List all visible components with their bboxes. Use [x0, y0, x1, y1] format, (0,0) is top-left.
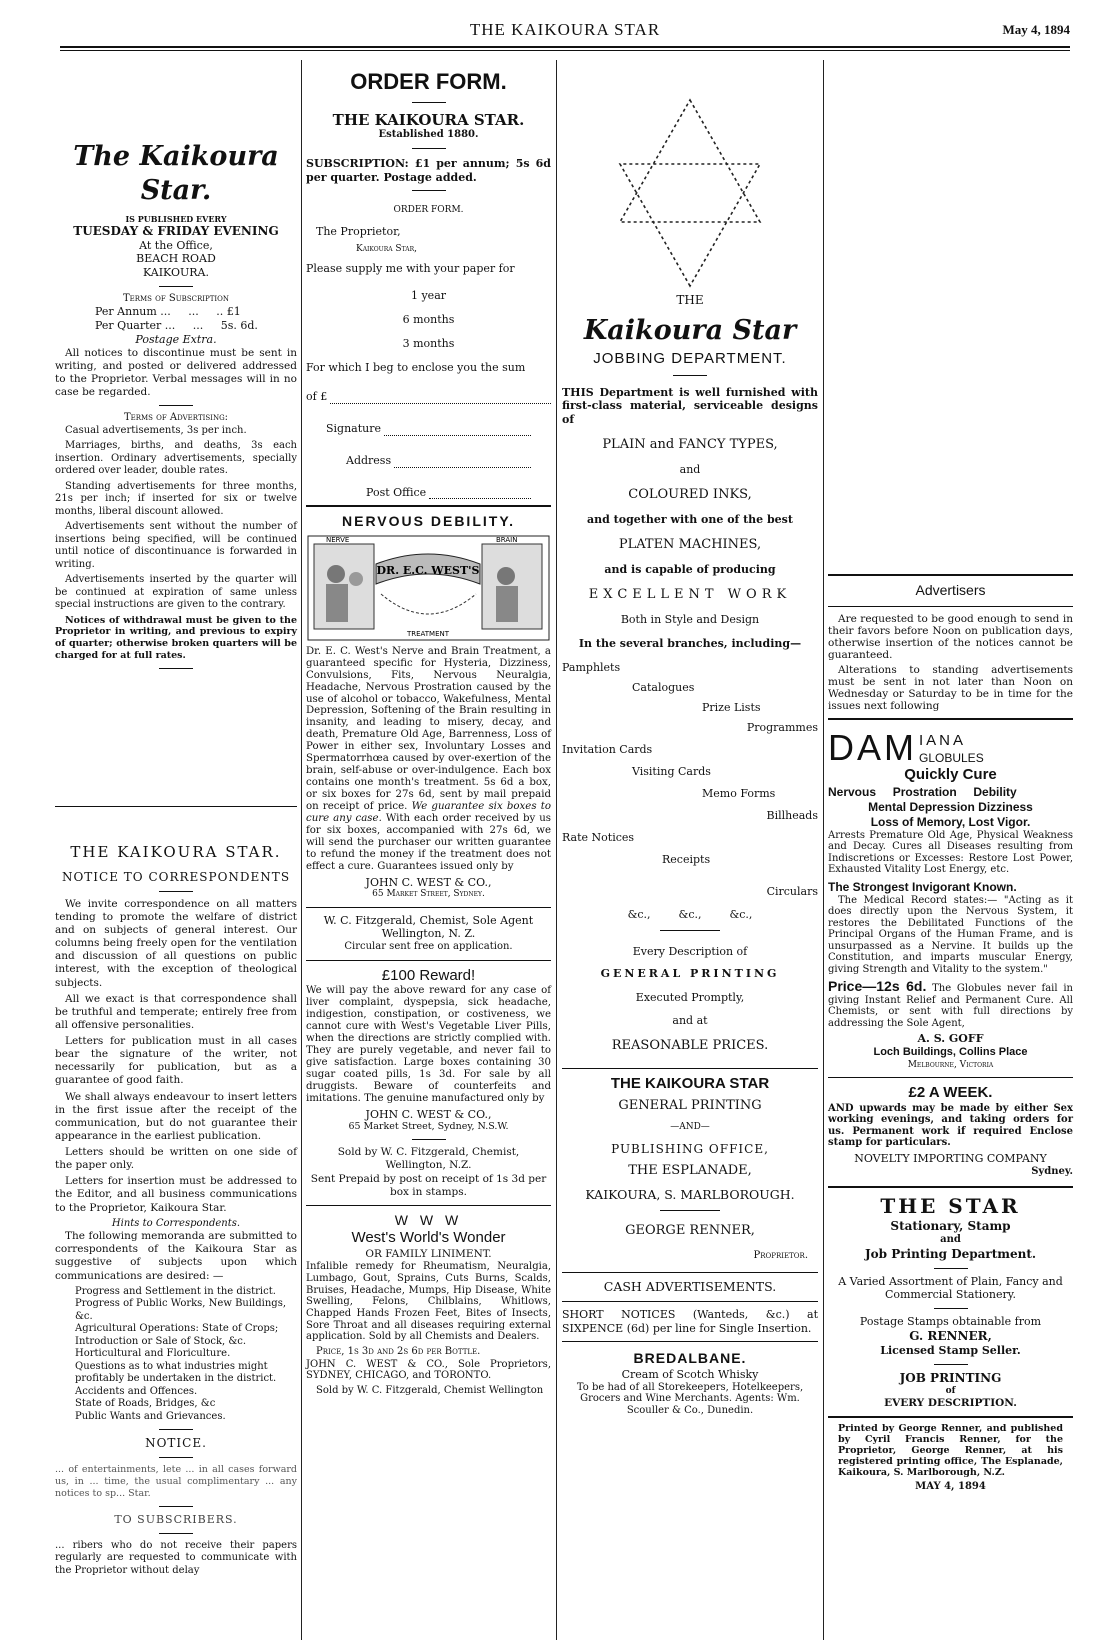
ad-banner-text: DR. E.C. WEST'S [376, 563, 480, 577]
stationary: Stationary, Stamp [890, 1219, 1011, 1233]
adv-term-2: Marriages, births, and deaths, 3s each insertion. Ordinary advertisements, specially ordered over leader, double rates. [55, 440, 297, 476]
job-of: of [945, 1385, 956, 1396]
hints-heading: Hints to Correspondents. [111, 1217, 241, 1229]
pub-line-2: TUESDAY & FRIDAY EVENING [73, 223, 279, 238]
reward-name: JOHN C. WEST & CO., [365, 1107, 492, 1121]
corr-para-4: We shall always endeavour to insert letters in the first issue after the receipt of the communication, but do not guarantee their appearance in the earliest publication. [55, 1090, 297, 1142]
column-3 [562, 58, 818, 1419]
esplanade: THE ESPLANADE, [628, 1162, 752, 1178]
masthead-rule [60, 46, 1070, 48]
excellent-work: EXCELLENT WORK [588, 586, 792, 602]
whisky-text: To be had of all Storekeepers, Hotelkeepers, Grocers and Wine Merchants. Agents: Wm. Scouller & Co., Dunedin. [576, 1381, 804, 1416]
corr-para-1: We invite correspondence on all matters tending to promote the welfare of district and on subjects of general interest. Our columns being freely open for the ventilation and discussion of all questions on public interest, with the exception of theological subjects. [55, 897, 297, 989]
wonder-subheading: OR FAMILY LINIMENT. [365, 1248, 492, 1261]
list-item: Accidents and Offences. [75, 1385, 198, 1397]
order-form-label: ORDER FORM. [393, 205, 464, 216]
ad-right-tag: BRAIN [496, 535, 518, 544]
adv-term-4: Advertisements sent without the number of insertions being specified, will be continued until notice of discontinuance is forwarded in writing. [55, 521, 297, 570]
corr-para-6: Letters for insertion must be addressed to the Editor, and all business communications to the Proprietor, Kaikoura Star. [55, 1175, 297, 1214]
jobbing-heading: JOBBING DEPARTMENT. [593, 349, 787, 367]
g-renner: G. RENNER, [909, 1328, 992, 1343]
list-item: Programmes [746, 720, 818, 734]
pub-line-5: KAIKOURA. [143, 266, 209, 279]
suggestion-list [55, 1286, 297, 1424]
price-text: The Globules never fail in giving Instant Relief and Permanent Cure. All Chemists, or sent with full directions by addressing the Sole Agent, [828, 983, 1073, 1029]
www-heading: W W W [394, 1211, 463, 1228]
per-quarter: Per Quarter ... ... 5s. 6d. [95, 319, 258, 332]
west-treatment-text: Dr. E. C. West's Nerve and Brain Treatment, a guaranteed specific for Hysteria, Dizziness, Convulsions, Fits, Nervous Neuralgia, Headache, Nervous Prostration caused by the use of alcohol or tobacco, Wakefulness, Mental Depression, Softening of the Brain resulting in insanity, and leading to misery, decay, and death, Premature Old Age, Barrenness, Loss of Power in either sex, Involuntary Losses and Spermatorrhœa caused by over-exertion of the brain, self-abuse or over-indulgence. Each box contains one month's treatment. 5s 6d a box, or six boxes for 27s 6d, sent by mail prepaid on receipt of price. We guarantee six boxes to cure any case. With each order received by us for six boxes, accompanied with 27s 6d, we will send the purchaser our written guarantee to refund the money if the treatment does not effect a cure. Guarantees issued only by [306, 645, 552, 872]
star-heading: THE KAIKOURA STAR. [70, 843, 282, 861]
and-2: —AND— [670, 1122, 710, 1133]
list-item: Progress of Public Works, New Buildings, &c. [75, 1298, 287, 1322]
job-printing: JOB PRINTING [899, 1370, 1002, 1385]
etc: &c., &c., &c., [627, 908, 753, 922]
licensed: Licensed Stamp Seller. [880, 1343, 1021, 1357]
executed-promptly: Executed Promptly, [635, 990, 745, 1004]
style-design: Both in Style and Design [620, 613, 760, 626]
general-printing: GENERAL PRINTING [600, 966, 780, 980]
imprint: Printed by George Renner, and published by Cyril Francis Renner, for the Proprietor, George Renner, at his registered printing office, The Esplanade, Kaikoura, S. Marlborough, N.Z. [838, 1422, 1063, 1478]
bredalbane-heading: BREDALBANE. [633, 1350, 747, 1367]
pub-line-4: BEACH ROAD [136, 252, 216, 266]
together: and together with one of the best [587, 513, 793, 526]
corr-para-5: Letters should be written on one side of the paper only. [55, 1146, 297, 1172]
masthead-date: May 4, 1894 [1002, 22, 1070, 37]
reasonable-prices: REASONABLE PRICES. [611, 1038, 769, 1053]
column-2 [306, 58, 551, 1397]
publishing-office: PUBLISHING OFFICE, [611, 1141, 769, 1156]
fitzgerald-agent: W. C. Fitzgerald, Chemist, Sole Agent Wellington, N. Z. [323, 913, 534, 941]
masthead [60, 20, 1070, 44]
subscription-notice: SUBSCRIPTION: £1 per annum; 5s 6d per quarter. Postage added. [306, 156, 551, 184]
west-address: 65 Market Street, Sydney. [372, 889, 485, 900]
column-4 [828, 58, 1073, 1494]
the-label: THE [676, 293, 704, 307]
option-6-months: 6 months [402, 313, 455, 326]
strongest-invigorant: The Strongest Invigorant Known. [828, 879, 1017, 894]
wonder-price: Price, 1s 3d and 2s 6d per Bottle. [316, 1346, 481, 1357]
list-item: Billheads [766, 808, 818, 822]
of-label: of £ [306, 390, 328, 404]
general-printing-2: GENERAL PRINTING [618, 1098, 762, 1113]
list-item: Catalogues [632, 680, 695, 694]
nervous-debility-heading: NERVOUS DEBILITY. [342, 513, 515, 530]
sent-prepaid: Sent Prepaid by post on receipt of 1s 3d per box in stamps. [310, 1172, 547, 1198]
globules: GLOBULES [919, 751, 984, 765]
corr-para-2: All we exact is that correspondence shall be truthful and temperate; entirely free from all offensive personalities. [55, 992, 297, 1031]
option-1-year: 1 year [410, 289, 447, 303]
wonder-sold: Sold by W. C. Fitzgerald, Chemist Wellington [316, 1384, 544, 1396]
list-item: Questions as to what industries might profitably be undertaken in the district. [75, 1360, 277, 1385]
sold-by: Sold by W. C. Fitzgerald, Chemist, Wellington, N.Z. [337, 1146, 520, 1172]
west-name: JOHN C. WEST & CO., [365, 875, 492, 889]
corr-para-7: The following memoranda are submitted to correspondents of the Kaikoura Star as suggestive of subjects upon which communications are desired: — [55, 1230, 297, 1282]
damiana-part-1: DAM [828, 727, 917, 768]
short-notices: SHORT NOTICES (Wanteds, &c.) at SIXPENCE (6d) per line for Single Insertion. [562, 1307, 818, 1335]
medical-record-text: The Medical Record states:— "Acting as it does directly upon the Nervous System, it restores the Debilitated Functions of the Principal Organs of the Human Frame, and is unsurpassed as a Nervine. It builds up the Constitution, and imparts muscular Energy, giving Strength and Vitality to the system." [828, 894, 1073, 975]
address-field[interactable] [306, 454, 551, 468]
list-item: Circulars [766, 884, 818, 898]
subscribers-text: ... ribers who do not receive their papers regularly are requested to communicate with the Proprietor without delay [55, 1539, 297, 1576]
advertisers-heading: Advertisers [915, 582, 986, 598]
wonder-text: Infalible remedy for Rheumatism, Neuralgia, Lumbago, Gout, Sprains, Cuts Burns, Scalds, Bruises, Headache, Mumps, Hip Disease, White Swelling, Felons, Chilblains, Whitlows, Chapped Hands Frozen Feet, Bites of Insects, Sore Throat and all diseases requiring external application. Sold by all Chemists and Dealers. [306, 1261, 551, 1343]
terms-advertising-heading: Terms of Advertising: [123, 412, 229, 423]
established: Established 1880. [378, 129, 479, 141]
column-divider-3 [823, 60, 824, 1640]
and-at: and at [672, 1014, 708, 1028]
jobbing-intro: THIS Department is well furnished with first-class material, serviceable designs of [562, 385, 818, 426]
signature-field[interactable] [306, 422, 551, 436]
column-divider-2 [556, 60, 557, 1640]
branches: In the several branches, including— [578, 636, 802, 650]
paper-name-heading: The Kaikoura Star. [73, 141, 279, 206]
price: Price—12s 6d. [828, 978, 927, 995]
novelty: NOVELTY IMPORTING COMPANY [854, 1151, 1047, 1165]
reward-heading: £100 Reward! [381, 966, 476, 984]
star-icon [590, 96, 790, 291]
post-office-label: Post Office [366, 485, 427, 499]
notice-text: ... of entertainments, lete ... in all cases forward us, in ... time, the usual complimentary ... any notices to sp... Star. [55, 1464, 297, 1499]
enclose-sum: For which I beg to enclose you the sum [306, 360, 526, 374]
corr-para-3: Letters for publication must in all cases bear the signature of the writer, not necessarily for publication, but as a guarantee of good faith. [55, 1035, 297, 1087]
order-star-heading: THE KAIKOURA STAR. [332, 110, 525, 129]
goff: A. S. GOFF [917, 1032, 984, 1046]
products-list [562, 661, 818, 871]
notice-heading: NOTICE. [145, 1436, 207, 1451]
every-description-4: EVERY DESCRIPTION. [884, 1396, 1017, 1409]
postage-extra: Postage Extra. [135, 332, 217, 346]
subscribers-heading: TO SUBSCRIBERS. [114, 1512, 238, 1526]
option-3-months: 3 months [402, 336, 455, 350]
to-star: Kaikoura Star, [356, 244, 417, 255]
wonder-heading: West's World's Wonder [351, 1229, 506, 1247]
week-heading: £2 A WEEK. [908, 1084, 993, 1101]
pub-line-1: IS PUBLISHED EVERY [125, 213, 227, 224]
nervous-line: Nervous Prostration Debility [828, 784, 1017, 799]
loch-buildings: Loch Buildings, Collins Place [873, 1046, 1028, 1058]
capable: and is capable of producing [604, 563, 776, 576]
wonder-proprietors: JOHN C. WEST & CO., Sole Proprietors, SYDNEY, CHICAGO, and TORONTO. [306, 1358, 551, 1382]
price-block [828, 978, 1073, 1029]
order-form-title: ORDER FORM. [350, 69, 507, 94]
column-divider-1 [301, 60, 302, 1640]
sum-field[interactable] [306, 390, 551, 404]
adv-term-5: Advertisements inserted by the quarter will be continued at expiration of same unless special instructions are given to the contrary. [55, 574, 297, 610]
list-item: Memo Forms [702, 786, 776, 800]
quickly-cure: Quickly Cure [904, 766, 997, 783]
arrests-text: Arrests Premature Old Age, Physical Weakness and Decay. Cures all Diseases resulting from Indiscretions or Excesses: Restore Lost Power, Exhausted Vitality Lost Energy, etc. [828, 829, 1073, 876]
list-item: Rate Notices [562, 830, 635, 844]
stationary-and: and [940, 1234, 961, 1245]
job-dept: Job Printing Department. [864, 1246, 1037, 1261]
list-item: Pamphlets [562, 660, 621, 674]
signature-label: Signature [326, 422, 382, 435]
list-item: Agricultural Operations: State of Crops; Introduction or Sale of Stock, &c. [75, 1323, 279, 1347]
location: KAIKOURA, S. MARLBOROUGH. [585, 1186, 795, 1202]
list-item: Receipts [662, 852, 711, 866]
inks: COLOURED INKS, [628, 486, 752, 502]
damiana-part-2: IANA [919, 732, 967, 750]
mental-line: Mental Depression Dizziness [868, 799, 1033, 814]
ad-bottom-tag: TREATMENT [406, 629, 450, 638]
damiana-heading [828, 726, 1073, 766]
whisky: Cream of Scotch Whisky [621, 1367, 759, 1381]
list-item: Prize Lists [702, 700, 761, 714]
and-1: and [679, 463, 701, 476]
list-item: Public Wants and Grievances. [75, 1410, 226, 1422]
please-supply: Please supply me with your paper for [306, 261, 515, 275]
loss-line: Loss of Memory, Lost Vigor. [870, 814, 1031, 829]
every-description: Every Description of [632, 945, 748, 958]
list-item: Progress and Settlement in the district. [75, 1285, 276, 1297]
adv-term-3: Standing advertisements for three months, 21s per inch; if inserted for six or twelve months, liberal discount allowed. [55, 480, 297, 517]
correspondents-heading: NOTICE TO CORRESPONDENTS [61, 869, 291, 884]
assortment: A Varied Assortment of Plain, Fancy and Commercial Stationery. [838, 1274, 1063, 1302]
novelty-sydney: Sydney. [1031, 1165, 1073, 1177]
column-1 [55, 58, 297, 1580]
notices-paragraph: All notices to discontinue must be sent in writing, and posted or delivered addressed to the Proprietor. Verbal messages will in no case be regarded. [55, 346, 297, 398]
star-office-heading: THE KAIKOURA STAR [610, 1075, 770, 1093]
imprint-date: MAY 4, 1894 [915, 1481, 986, 1493]
list-item: Horticultural and Floriculture. [75, 1348, 231, 1360]
list-item: Invitation Cards [562, 742, 653, 756]
adv-term-1: Casual advertisements, 3s per inch. [65, 424, 247, 436]
proprietor-label: Proprietor. [753, 1249, 808, 1261]
post-office-field[interactable] [306, 486, 551, 500]
address-label: Address [346, 453, 392, 467]
advertisers-text-1: Are requested to be good enough to send in their favors before Noon on publication days, otherwise insertion of the notices cannot be guaranteed. [828, 612, 1073, 661]
terms-subscription-heading: Terms of Subscription [122, 292, 230, 304]
types: PLAIN and FANCY TYPES, [602, 436, 778, 452]
masthead-rule-thin [60, 50, 1070, 51]
george-renner: GEORGE RENNER, [625, 1223, 755, 1239]
to-proprietor: The Proprietor, [316, 224, 401, 238]
postage-stamps: Postage Stamps obtainable from [859, 1315, 1042, 1328]
circular-note: Circular sent free on application. [344, 941, 513, 953]
the-star-heading: THE STAR [880, 1194, 1021, 1218]
cash-ads-heading: CASH ADVERTISEMENTS. [603, 1279, 777, 1295]
nervous-ad-illustration [306, 534, 551, 642]
pub-line-3: At the Office, [139, 238, 213, 252]
list-item: Visiting Cards [632, 764, 711, 778]
ad-left-tag: NERVE [326, 535, 350, 544]
platen: PLATEN MACHINES, [618, 536, 762, 552]
per-annum: Per Annum ... ... .. £1 [95, 305, 241, 319]
reward-address: 65 Market Street, Sydney, N.S.W. [348, 1121, 509, 1133]
adv-term-6: Notices of withdrawal must be given to the Proprietor in writing, and previous to expiry of quarter; otherwise broken quarters will be charged for at full rates. [55, 614, 297, 662]
paper-name-star: Kaikoura Star [583, 315, 797, 346]
melbourne: Melbourne, Victoria [907, 1059, 994, 1070]
list-item: State of Roads, Bridges, &c [75, 1398, 216, 1410]
advertisers-text-2: Alterations to standing advertisements must be sent in not later than Noon on Wednesday or Saturday to be in time for the issues next following [828, 663, 1073, 712]
week-text: AND upwards may be made by either Sex working evenings, and taking orders for us. Permanent work if required Enclose stamp for particulars. [828, 1102, 1073, 1149]
reward-text: We will pay the above reward for any case of liver complaint, dyspepsia, sick headache, indigestion, constipation, or costiveness, we cannot cure with West's Vegetable Liver Pills, when the directions are strictly complied with. They are purely vegetable, and never fail to give satisfaction. Large boxes containing 30 sugar coated pills, 1s 3d. For sale by all druggists. Beware of counterfeits and imitations. The genuine manufactured only by [306, 985, 551, 1104]
masthead-title: THE KAIKOURA STAR [469, 20, 661, 39]
